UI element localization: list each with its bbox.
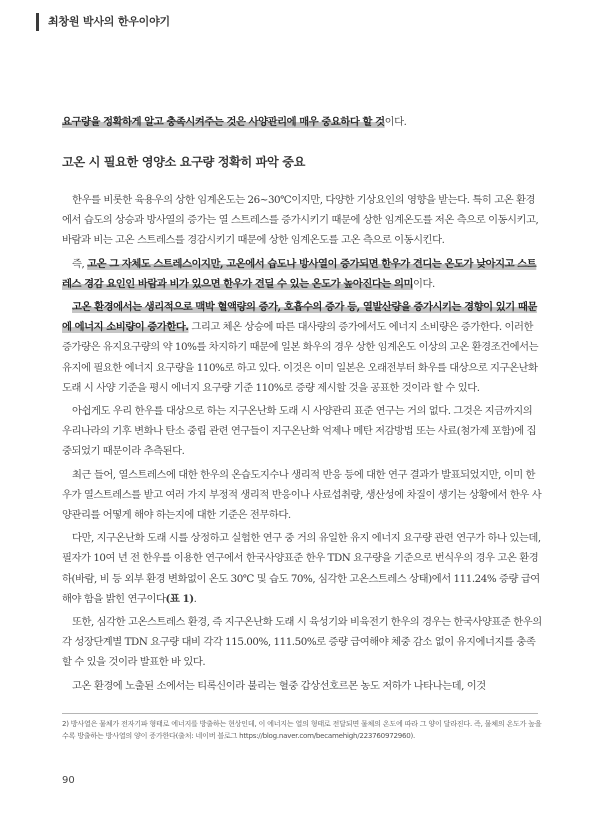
paragraph-6: [62, 528, 542, 609]
paragraph-1: 한우를 비롯한 육용우의 상한 임계온도는 26~30℃이지만, 다양한 기상요인의 영향을 받는다. 특히 고온 환경에서 습도의 상승과 방사열의 증가는 열 스트레스를 증가시키기 때문에 상한 임계온도를 저온 측으로 이동시키고, 바람과 비는 고온 스트레스를 경감시키기 때문에 상한 임계온도를 고온 측으로 이동시킨다.: [62, 194, 539, 247]
body-text: [62, 190, 542, 699]
paragraph-3: [62, 297, 542, 398]
p2-start: 즉,: [72, 257, 88, 270]
p3-rest: 그리고 체온 상승에 따른 대사량의 증가에서도 에너지 소비량은 증가한다. 이러한 증가량은 유지요구량의 약 10%를 차지하기 때문에 일본 화우의 경우 상한 임계온도 이상의 고온 환경조건에서는 유지에 필요한 에너지 요구량을 110%로 하고 있다. 이것은 이미 일본은 오래전부터 화우를 대상으로 지구온난화 도래 시 사양 기준을 평시 에너지 요구량 기준 110%로 증량 제시할 것을 공표한 것이라 할 수 있다.: [62, 321, 539, 394]
paragraph-5: 최근 들어, 열스트레스에 대한 한우의 온습도지수나 생리적 반응 등에 대한 연구 결과가 발표되었지만, 이미 한우가 열스트레스를 받고 여러 가지 부정적 생리적 반응이나 사료섭취량, 생산성에 차질이 생기는 상황에서 한우 사양관리를 어떻게 해야 하는지에 대한 기준은 전무하다.: [62, 468, 542, 522]
footnote-divider: [62, 713, 538, 714]
section-heading: 고온 시 필요한 영양소 요구량 정확히 파악 중요: [62, 155, 305, 169]
p2-highlight: 고온 그 자체도 스트레스이지만, 고온에서 습도나 방사열이 증가되면 한우가 견디는 온도가 낮아지고 스트레스 경감 요인인 바람과 비가 있으면 한우가 견딜 수 있는 온도가 높아진다는 의미: [62, 257, 537, 290]
paragraph-8: 고온 환경에 노출된 소에서는 티록신이라 불리는 혈중 갑상선호르몬 농도 저하가 나타나는데, 이것: [72, 679, 486, 692]
footnote: 2) 방사열은 물체가 전자기파 형태로 에너지를 방출하는 현상인데, 이 에너지는 열의 형태로 전달되면 물체의 온도에 따라 그 양이 달라진다. 즉, 물체의 온도가 높을수록 방출하는 방사열의 양이 증가한다(출처: 네이버 블로그 https://blog.naver.com/becamehigh/223760972960).: [62, 719, 542, 740]
intro-end: 이다.: [384, 116, 407, 128]
intro-sentence: [62, 114, 552, 130]
p6-start: 다만, 지구온난화 도래 시를 상정하고 실험한 연구 중 거의 유일한 유지 에너지 요구량 관련 연구가 하나 있는데, 필자가 10여 년 전 한우를 이용한 연구에서 한국사양표준 한우 TDN 요구량을 기준으로 번식우의 경우 고온 환경 하(바람, 비 등 외부 환경 변화없이 온도 30℃ 및 습도 70%, 심각한 고온스트레스 상태)에서 111.24% 증량 급여해야 함을 밝힌 연구이다: [62, 532, 541, 605]
p3-highlight: 고온 환경에서는 생리적으로 맥박 혈액량의 증가, 호흡수의 증가 등, 열발산량을 증가시키는 경향이 있기 때문에 에너지 소비량이 증가한다.: [62, 301, 537, 334]
page-header-title: 최창원 박사의 한우이야기: [36, 13, 170, 31]
table-reference: (표 1): [165, 592, 194, 605]
paragraph-7: 또한, 심각한 고온스트레스 환경, 즉 지구온난화 도래 시 육성기와 비육전기 한우의 경우는 한국사양표준 한우의 각 성장단계별 TDN 요구량 대비 각각 115.00%, 111.50%로 증량 급여해야 체중 감소 없이 유지에너지를 충족할 수 있을 것이라 발표한 바 있다.: [62, 616, 542, 669]
paragraph-4: 아쉽게도 우리 한우를 대상으로 하는 지구온난화 도래 시 사양관리 표준 연구는 거의 없다. 그것은 지금까지의 우리나라의 기후 변화나 탄소 중립 관련 연구들이 지구온난화 억제나 메탄 저감방법 또는 사료(첨가제 포함)에 집중되었기 때문이라 추측된다.: [62, 405, 537, 458]
p6-end: .: [193, 592, 197, 605]
paragraph-2: [62, 254, 542, 294]
p2-end: 이다.: [413, 277, 435, 290]
page-number: 90: [62, 775, 75, 786]
intro-highlight: 요구량을 정확하게 알고 충족시켜주는 것은 사양관리에 매우 중요하다 할 것: [62, 116, 385, 128]
